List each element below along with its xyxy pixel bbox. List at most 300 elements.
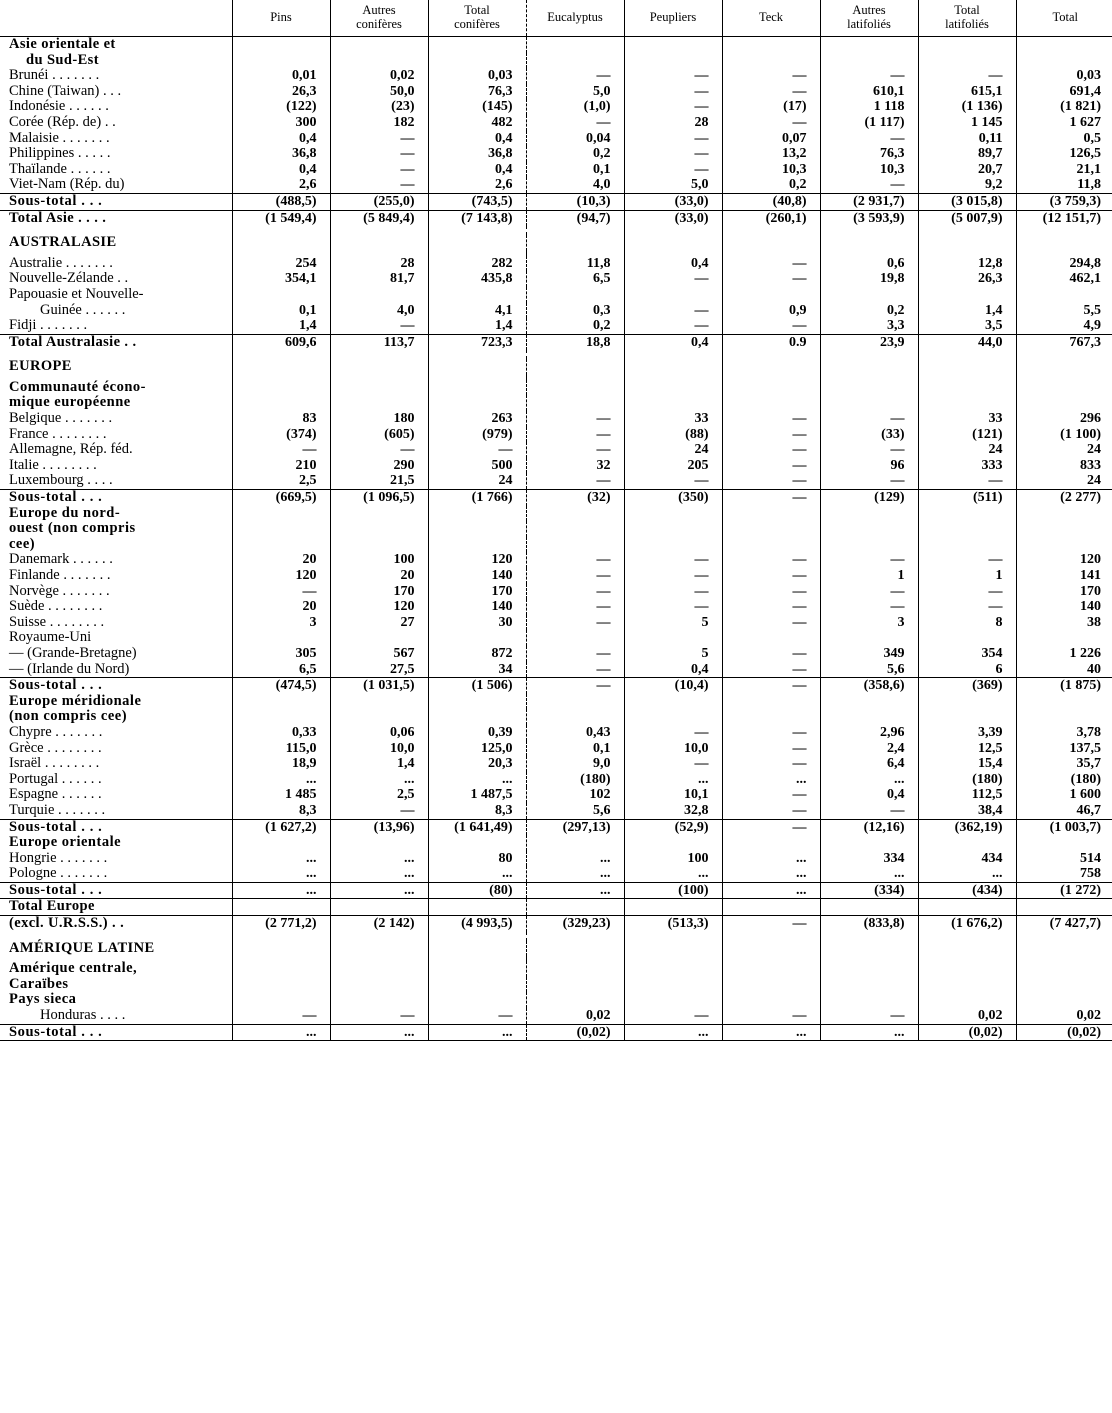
cell-total [1016, 359, 1112, 375]
cell-peupliers [624, 521, 722, 537]
cell-total_latifolies: (3 015,8) [918, 193, 1016, 210]
subtotal-label: Sous-total . . . [0, 490, 232, 506]
subtotal-row [0, 193, 1112, 210]
cell-total_coniferes: — [428, 442, 526, 458]
cell-total: 1 226 [1016, 646, 1112, 662]
cell-teck: ... [722, 772, 820, 788]
cell-total_latifolies: ... [918, 866, 1016, 882]
cell-total_coniferes: 0,4 [428, 162, 526, 178]
cell-total_coniferes: 0,4 [428, 131, 526, 147]
cell-total_latifolies [918, 395, 1016, 411]
subtotal-label: Sous-total . . . [0, 193, 232, 210]
cell-total_coniferes [428, 977, 526, 993]
table-row [0, 725, 1112, 741]
subregion-label: cee) [9, 535, 36, 552]
cell-total_latifolies: 6 [918, 662, 1016, 678]
cell-teck: — [722, 552, 820, 568]
cell-eucalyptus: 0,2 [526, 146, 624, 162]
cell-total_latifolies: 3,39 [918, 725, 1016, 741]
cell-pins [232, 521, 330, 537]
cell-total_latifolies: 8 [918, 615, 1016, 631]
cell-eucalyptus: (329,23) [526, 916, 624, 932]
cell-teck: — [722, 741, 820, 757]
cell-total: 0,03 [1016, 68, 1112, 84]
column-header-total_coniferes: Total conifères [428, 0, 526, 37]
cell-teck: — [722, 473, 820, 489]
cell-peupliers [624, 395, 722, 411]
cell-eucalyptus: 4,0 [526, 177, 624, 193]
table-row [0, 99, 1112, 115]
table-row [0, 772, 1112, 788]
region-heading-row [0, 941, 1112, 957]
spacer-cell [1016, 350, 1112, 359]
column-header-total_latifolies: Total latifoliés [918, 0, 1016, 37]
cell-teck [722, 287, 820, 303]
cell-total_coniferes: (4 993,5) [428, 916, 526, 932]
cell-total_coniferes [428, 359, 526, 375]
cell-total_coniferes: 24 [428, 473, 526, 489]
cell-total: (1 272) [1016, 882, 1112, 899]
table-row [0, 162, 1112, 178]
spacer-cell [526, 226, 624, 235]
cell-teck [722, 53, 820, 69]
cell-total [1016, 537, 1112, 553]
cell-pins [232, 37, 330, 53]
cell-autres_coniferes: 2,5 [330, 787, 428, 803]
spacer-cell [820, 226, 918, 235]
cell-total_latifolies: (1 676,2) [918, 916, 1016, 932]
cell-autres_latifolies: 6,4 [820, 756, 918, 772]
cell-total_coniferes [428, 287, 526, 303]
cell-total_coniferes: (7 143,8) [428, 210, 526, 226]
cell-autres_coniferes [330, 537, 428, 553]
cell-total: 137,5 [1016, 741, 1112, 757]
cell-pins: ... [232, 851, 330, 867]
cell-eucalyptus: 0,04 [526, 131, 624, 147]
cell-autres_latifolies: (1 117) [820, 115, 918, 131]
cell-total [1016, 992, 1112, 1008]
cell-eucalyptus [526, 835, 624, 851]
table-row [0, 741, 1112, 757]
cell-total_coniferes: 0,03 [428, 68, 526, 84]
cell-eucalyptus [526, 992, 624, 1008]
cell-eucalyptus [526, 287, 624, 303]
row-label: Espagne . . . . . . [9, 786, 102, 803]
cell-total_coniferes [428, 630, 526, 646]
cell-total_latifolies: 9,2 [918, 177, 1016, 193]
spacer-cell [624, 226, 722, 235]
cell-total_coniferes: 2,6 [428, 177, 526, 193]
cell-eucalyptus: ... [526, 866, 624, 882]
cell-pins: (1 549,4) [232, 210, 330, 226]
cell-total: 0,5 [1016, 131, 1112, 147]
cell-total_latifolies [918, 941, 1016, 957]
subregion-heading-row [0, 521, 1112, 537]
cell-autres_coniferes: (2 142) [330, 916, 428, 932]
cell-teck: — [722, 725, 820, 741]
cell-total_latifolies: 112,5 [918, 787, 1016, 803]
cell-total_coniferes: 0,39 [428, 725, 526, 741]
spacer-cell [428, 932, 526, 941]
cell-eucalyptus: 11,8 [526, 256, 624, 272]
cell-teck: ... [722, 851, 820, 867]
cell-autres_coniferes: 27 [330, 615, 428, 631]
cell-eucalyptus [526, 359, 624, 375]
cell-eucalyptus: — [526, 442, 624, 458]
cell-total_coniferes: ... [428, 866, 526, 882]
cell-autres_coniferes: ... [330, 772, 428, 788]
cell-peupliers: ... [624, 866, 722, 882]
cell-pins: 305 [232, 646, 330, 662]
row-label: Australie . . . . . . . [9, 254, 113, 271]
cell-total_latifolies: — [918, 552, 1016, 568]
cell-total_coniferes [428, 835, 526, 851]
cell-autres_latifolies [820, 941, 918, 957]
total-row [0, 334, 1112, 350]
cell-eucalyptus: 102 [526, 787, 624, 803]
cell-autres_coniferes: 170 [330, 584, 428, 600]
cell-total: 1 627 [1016, 115, 1112, 131]
cell-autres_coniferes: 0,02 [330, 68, 428, 84]
subtotal-label: Sous-total . . . [0, 882, 232, 899]
cell-autres_latifolies [820, 37, 918, 53]
subregion-heading-row [0, 506, 1112, 522]
cell-autres_coniferes: ... [330, 851, 428, 867]
table-row [0, 442, 1112, 458]
cell-total: 38 [1016, 615, 1112, 631]
cell-autres_coniferes [330, 37, 428, 53]
cell-total: 767,3 [1016, 334, 1112, 350]
cell-total_coniferes: (80) [428, 882, 526, 899]
cell-autres_coniferes: — [330, 177, 428, 193]
cell-total: (1 100) [1016, 427, 1112, 443]
cell-total_coniferes [428, 53, 526, 69]
cell-total: 296 [1016, 411, 1112, 427]
total-label: Total Asie . . . . [0, 210, 232, 226]
cell-autres_latifolies: (33) [820, 427, 918, 443]
cell-teck: ... [722, 882, 820, 899]
spacer-cell [1016, 226, 1112, 235]
cell-pins [232, 992, 330, 1008]
cell-pins: 0,1 [232, 303, 330, 319]
cell-autres_latifolies [820, 380, 918, 396]
row-label: Italie . . . . . . . . [9, 456, 97, 473]
cell-total_latifolies [918, 899, 1016, 916]
cell-teck [722, 359, 820, 375]
cell-peupliers: 205 [624, 458, 722, 474]
cell-pins: 0,33 [232, 725, 330, 741]
cell-eucalyptus [526, 235, 624, 251]
cell-total_latifolies: 33 [918, 411, 1016, 427]
cell-total_latifolies: (434) [918, 882, 1016, 899]
cell-total: 462,1 [1016, 271, 1112, 287]
cell-pins: 0,01 [232, 68, 330, 84]
spacer-cell [918, 350, 1016, 359]
cell-autres_coniferes: (1 096,5) [330, 490, 428, 506]
cell-teck [722, 630, 820, 646]
cell-total_coniferes: ... [428, 1024, 526, 1041]
cell-autres_coniferes: (605) [330, 427, 428, 443]
spacer-cell [918, 226, 1016, 235]
cell-eucalyptus: — [526, 599, 624, 615]
table-row [0, 177, 1112, 193]
cell-total [1016, 961, 1112, 977]
subregion-heading-row [0, 395, 1112, 411]
cell-autres_latifolies: 96 [820, 458, 918, 474]
cell-peupliers: — [624, 303, 722, 319]
cell-total_latifolies [918, 977, 1016, 993]
cell-eucalyptus [526, 709, 624, 725]
cell-autres_latifolies: (2 931,7) [820, 193, 918, 210]
cell-autres_latifolies: — [820, 411, 918, 427]
cell-peupliers: 5 [624, 646, 722, 662]
cell-teck [722, 835, 820, 851]
column-header-autres_latifolies: Autres latifoliés [820, 0, 918, 37]
cell-peupliers: 24 [624, 442, 722, 458]
cell-peupliers: ... [624, 772, 722, 788]
cell-total: 294,8 [1016, 256, 1112, 272]
cell-pins [232, 287, 330, 303]
row-label: — (Irlande du Nord) [9, 660, 130, 677]
cell-eucalyptus: 32 [526, 458, 624, 474]
cell-teck [722, 709, 820, 725]
cell-autres_coniferes: — [330, 318, 428, 334]
cell-pins [232, 630, 330, 646]
cell-peupliers [624, 235, 722, 251]
subtotal-label: Sous-total . . . [0, 678, 232, 694]
cell-pins [232, 380, 330, 396]
subtotal-row [0, 882, 1112, 899]
total-row [0, 916, 1112, 932]
cell-autres_coniferes [330, 961, 428, 977]
cell-total_latifolies: (5 007,9) [918, 210, 1016, 226]
cell-total_coniferes: 282 [428, 256, 526, 272]
cell-total_latifolies: 12,5 [918, 741, 1016, 757]
row-label: Suisse . . . . . . . . [9, 613, 105, 630]
row-label: Nouvelle-Zélande . . [9, 270, 129, 287]
cell-teck: 13,2 [722, 146, 820, 162]
table-row [0, 851, 1112, 867]
cell-total_coniferes: 482 [428, 115, 526, 131]
cell-total [1016, 395, 1112, 411]
cell-autres_latifolies: 23,9 [820, 334, 918, 350]
cell-pins: ... [232, 1024, 330, 1041]
spacer-cell [428, 226, 526, 235]
cell-total_latifolies [918, 709, 1016, 725]
cell-total: 120 [1016, 552, 1112, 568]
cell-peupliers: — [624, 318, 722, 334]
cell-autres_coniferes: — [330, 162, 428, 178]
table-row [0, 568, 1112, 584]
table-row [0, 84, 1112, 100]
cell-autres_latifolies [820, 899, 918, 916]
cell-peupliers: — [624, 1008, 722, 1024]
cell-pins [232, 899, 330, 916]
cell-teck: — [722, 678, 820, 694]
row-label: Fidji . . . . . . . [9, 317, 88, 334]
cell-eucalyptus [526, 961, 624, 977]
table-row [0, 787, 1112, 803]
cell-total_latifolies: 26,3 [918, 271, 1016, 287]
cell-total_latifolies: (121) [918, 427, 1016, 443]
cell-teck: 0,07 [722, 131, 820, 147]
cell-pins: 2,6 [232, 177, 330, 193]
cell-total: 3,78 [1016, 725, 1112, 741]
cell-total_latifolies [918, 359, 1016, 375]
subregion-label: Caraïbes [9, 975, 69, 992]
cell-autres_coniferes: (5 849,4) [330, 210, 428, 226]
cell-eucalyptus: (94,7) [526, 210, 624, 226]
region-label: Asie orientale et [9, 36, 116, 52]
cell-peupliers: (33,0) [624, 193, 722, 210]
table-row [0, 411, 1112, 427]
cell-peupliers [624, 537, 722, 553]
cell-total_coniferes: 76,3 [428, 84, 526, 100]
cell-pins: 6,5 [232, 662, 330, 678]
subregion-heading-row [0, 961, 1112, 977]
cell-total: 24 [1016, 442, 1112, 458]
cell-total_latifolies: 15,4 [918, 756, 1016, 772]
cell-total_latifolies: 333 [918, 458, 1016, 474]
cell-autres_latifolies [820, 961, 918, 977]
spacer-cell [624, 350, 722, 359]
row-label: Luxembourg . . . . [9, 472, 113, 489]
cell-total: 170 [1016, 584, 1112, 600]
cell-peupliers [624, 992, 722, 1008]
subregion-heading-row [0, 694, 1112, 710]
subtotal-row [0, 819, 1112, 835]
cell-total_latifolies [918, 694, 1016, 710]
cell-teck: — [722, 584, 820, 600]
cell-total_coniferes: (979) [428, 427, 526, 443]
cell-autres_coniferes: — [330, 442, 428, 458]
cell-eucalyptus [526, 537, 624, 553]
cell-pins: 3 [232, 615, 330, 631]
subregion-label: Pays sieca [9, 991, 77, 1008]
cell-peupliers: — [624, 599, 722, 615]
cell-total_latifolies: 1 145 [918, 115, 1016, 131]
cell-pins: 0,4 [232, 162, 330, 178]
cell-teck: — [722, 1008, 820, 1024]
cell-total [1016, 941, 1112, 957]
cell-autres_coniferes [330, 506, 428, 522]
cell-teck [722, 694, 820, 710]
cell-total [1016, 287, 1112, 303]
cell-teck: (17) [722, 99, 820, 115]
subregion-heading-row [0, 537, 1112, 553]
cell-total: 691,4 [1016, 84, 1112, 100]
cell-autres_latifolies: — [820, 552, 918, 568]
cell-pins: 8,3 [232, 803, 330, 819]
table-row [0, 287, 1112, 303]
cell-eucalyptus: 0,2 [526, 318, 624, 334]
cell-total: 758 [1016, 866, 1112, 882]
table-row [0, 552, 1112, 568]
region-label: AUSTRALASIE [9, 234, 117, 251]
cell-autres_coniferes [330, 899, 428, 916]
cell-autres_latifolies [820, 709, 918, 725]
spacer-cell [820, 932, 918, 941]
cell-autres_latifolies: — [820, 442, 918, 458]
cell-autres_latifolies: 349 [820, 646, 918, 662]
cell-total_latifolies [918, 630, 1016, 646]
row-label: Viet-Nam (Rép. du) [9, 176, 125, 193]
cell-teck [722, 395, 820, 411]
cell-autres_coniferes [330, 694, 428, 710]
cell-autres_coniferes [330, 235, 428, 251]
cell-total: (1 875) [1016, 678, 1112, 694]
spacer-cell [722, 350, 820, 359]
cell-total_latifolies: (362,19) [918, 819, 1016, 835]
subregion-label: Europe orientale [9, 834, 122, 851]
row-label: Guinée . . . . . . [40, 301, 126, 318]
cell-total [1016, 630, 1112, 646]
table-row [0, 866, 1112, 882]
row-label: Honduras . . . . [40, 1007, 126, 1024]
cell-teck: 10,3 [722, 162, 820, 178]
cell-peupliers: — [624, 552, 722, 568]
cell-teck: — [722, 256, 820, 272]
table-row [0, 458, 1112, 474]
cell-peupliers [624, 506, 722, 522]
cell-peupliers [624, 709, 722, 725]
cell-peupliers [624, 53, 722, 69]
subtotal-row [0, 678, 1112, 694]
cell-total_coniferes [428, 380, 526, 396]
cell-total_coniferes: 500 [428, 458, 526, 474]
cell-total_coniferes [428, 506, 526, 522]
cell-pins [232, 977, 330, 993]
cell-autres_coniferes: 4,0 [330, 303, 428, 319]
cell-autres_coniferes: 20 [330, 568, 428, 584]
cell-teck: — [722, 68, 820, 84]
row-label: Danemark . . . . . . [9, 551, 113, 568]
cell-autres_coniferes: ... [330, 1024, 428, 1041]
cell-eucalyptus: 0,43 [526, 725, 624, 741]
cell-total_latifolies: — [918, 473, 1016, 489]
cell-eucalyptus [526, 380, 624, 396]
cell-teck [722, 521, 820, 537]
cell-total_latifolies: 615,1 [918, 84, 1016, 100]
cell-total: (3 759,3) [1016, 193, 1112, 210]
cell-eucalyptus: (32) [526, 490, 624, 506]
cell-autres_coniferes [330, 977, 428, 993]
spacer-row [0, 350, 1112, 359]
cell-autres_latifolies [820, 53, 918, 69]
spacer-cell [330, 350, 428, 359]
cell-autres_latifolies: — [820, 473, 918, 489]
cell-autres_latifolies: (334) [820, 882, 918, 899]
cell-eucalyptus: — [526, 646, 624, 662]
spacer-cell [722, 226, 820, 235]
cell-autres_latifolies: 3,3 [820, 318, 918, 334]
row-label: Portugal . . . . . . [9, 770, 102, 787]
cell-pins [232, 537, 330, 553]
cell-eucalyptus: — [526, 568, 624, 584]
cell-total_coniferes: (1 506) [428, 678, 526, 694]
cell-peupliers: — [624, 568, 722, 584]
cell-eucalyptus [526, 521, 624, 537]
cell-pins: 1,4 [232, 318, 330, 334]
cell-total_coniferes: 872 [428, 646, 526, 662]
row-label: Suède . . . . . . . . [9, 598, 103, 615]
region-heading-row [0, 53, 1112, 69]
cell-total_coniferes: (1 641,49) [428, 819, 526, 835]
cell-peupliers [624, 899, 722, 916]
cell-pins [232, 359, 330, 375]
cell-peupliers [624, 630, 722, 646]
cell-eucalyptus: 6,5 [526, 271, 624, 287]
